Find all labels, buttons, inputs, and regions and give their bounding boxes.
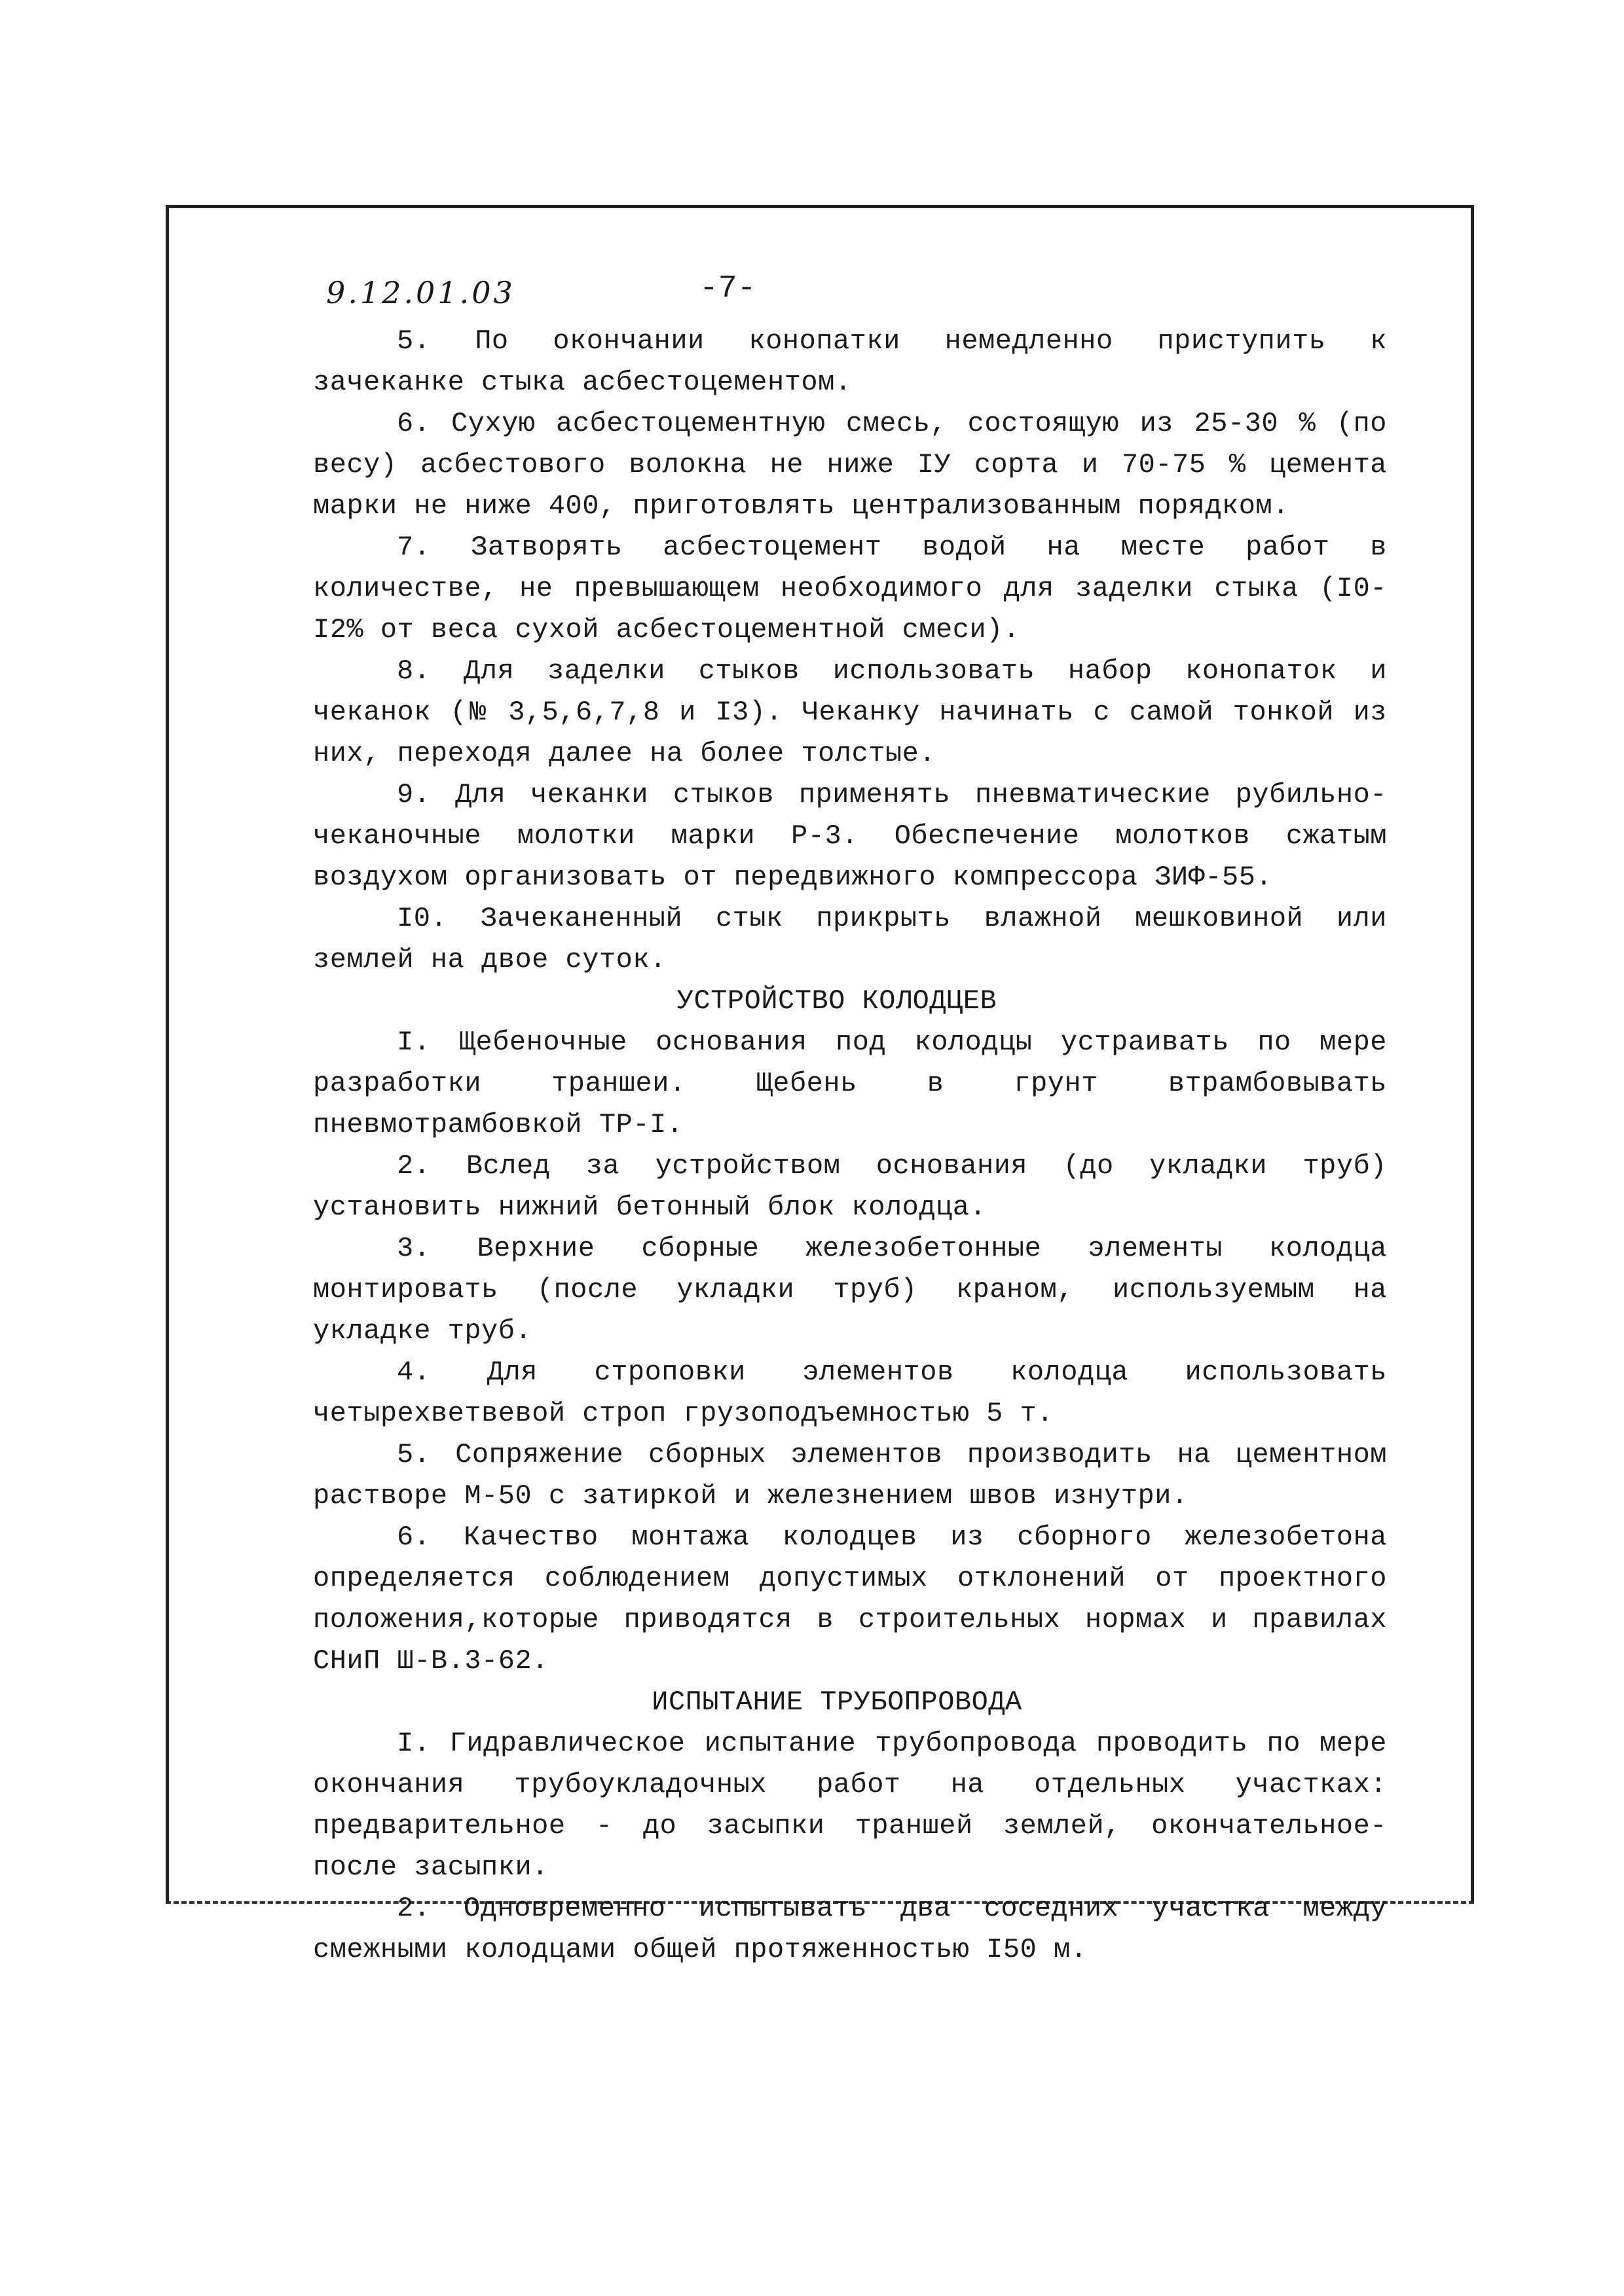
paragraph-item: 2. Вслед за устройством основания (до укладки труб) установить нижний бетонный блок колодца. [313, 1150, 1387, 1223]
paragraph-item: I0. Зачеканенный стык прикрыть влажной мешковиной или землей на двое суток. [313, 903, 1387, 975]
paragraph-item: I. Щебеночные основания под колодцы устраивать по мере разработки траншеи. Щебень в грунт втрамбовывать пневмотрамбовкой ТР-I. [313, 1027, 1387, 1140]
section-title: УСТРОЙСТВО КОЛОДЦЕВ [676, 985, 997, 1017]
section-pipeline-testing [313, 1682, 1387, 1971]
paragraph-item: 5. По окончании конопатки немедленно приступить к зачеканке стыка асбестоцементом. [313, 325, 1387, 398]
paragraph-item: 6. Качество монтажа колодцев из сборного железобетона определяется соблюдением допустимых отклонений от проектного положения,которые приводятся в строительных нормах и правилах СНиП Ш-В.3-62. [313, 1522, 1387, 1677]
paragraph-item: 9. Для чеканки стыков применять пневматические рубильно-чеканочные молотки марки Р-3. Обеспечение молотков сжатым воздухом организовать от передвижного компрессора ЗИФ-55. [313, 779, 1387, 893]
paragraph-item: 3. Верхние сборные железобетонные элементы колодца монтировать (после укладки труб) краном, используемым на укладке труб. [313, 1233, 1387, 1347]
paragraph-item: 2. Одновременно испытывать два соседних участка между смежными колодцами общей протяженностью I50 м. [313, 1893, 1387, 1965]
document-code: 9.12.01.03 [326, 275, 515, 310]
paragraph-item: 4. Для строповки элементов колодца использовать четырехветвевой строп грузоподъемностью 5 т. [313, 1357, 1387, 1429]
paragraph-item: 5. Сопряжение сборных элементов производить на цементном растворе М-50 с затиркой и железнением швов изнутри. [313, 1439, 1387, 1512]
page-header [313, 271, 1387, 321]
section-title: ИСПЫТАНИЕ ТРУБОПРОВОДА [652, 1686, 1022, 1718]
paragraph-item: I. Гидравлическое испытание трубопровода проводить по мере окончания трубоукладочных работ на отдельных участках: предварительное - до засыпки траншей землей, окончательное-после засыпки. [313, 1728, 1387, 1883]
page-content [313, 271, 1387, 1971]
paragraph-item: 6. Сухую асбестоцементную смесь, состоящую из 25-30 % (по весу) асбестового волокна не ниже IУ сорта и 70-75 % цемента марки не ниже 400, приготовлять централизованным порядком. [313, 408, 1387, 522]
section-wells [313, 981, 1387, 1682]
page-number: -7- [699, 271, 756, 306]
paragraph-item: 8. Для заделки стыков использовать набор конопаток и чеканок (№ 3,5,6,7,8 и I3). Чеканку начинать с самой тонкой из них, переходя далее на более толстые. [313, 655, 1387, 769]
paragraph-item: 7. Затворять асбестоцемент водой на месте работ в количестве, не превышающем необходимого для заделки стыка (I0-I2% от веса сухой асбестоцементной смеси). [313, 532, 1387, 646]
section-joint-sealing [313, 321, 1387, 981]
